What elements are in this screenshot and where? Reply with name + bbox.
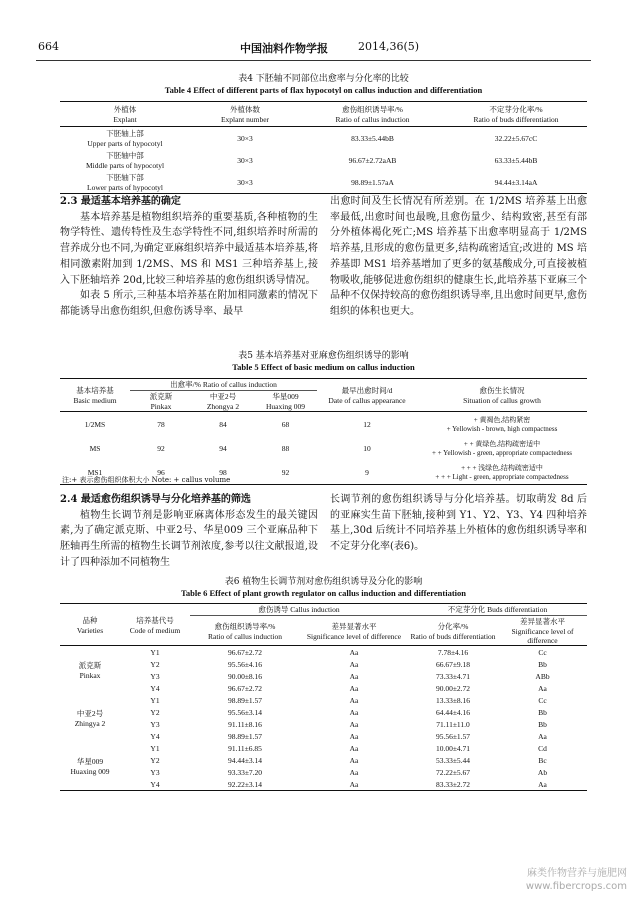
journal-title: 中国油料作物学报 [240,42,328,55]
buds-rate: 7.78±4.16 [437,647,469,657]
header-en: Explant number [220,115,270,124]
header-en: Zhongya 2 [206,402,240,411]
header-en: Basic medium [73,396,117,405]
header-cn: 派克斯 [149,392,173,401]
table-row [60,412,587,437]
callus-rate: 95.56±4.16 [227,659,263,669]
medium: 1/2MS [84,419,106,429]
header-cn: 出愈率/% [170,380,201,389]
table-row [60,670,587,682]
callus-group-header: 愈伤诱导 Callus induction [190,604,408,616]
medium: MS [89,443,101,453]
sig-buds: Bb [538,719,547,729]
code: Y4 [150,683,160,693]
sig-buds: Bb [538,659,547,669]
medium-header [60,379,130,412]
callus-rate: 90.00±8.16 [227,671,263,681]
value: 96 [157,467,165,477]
header-en: Ratio of callus induction [202,380,277,389]
sig-callus: Aa [349,647,359,657]
callus-rate-header [190,616,300,646]
table-row [60,730,587,742]
section-heading: 2.4 最适愈伤组织诱导与分化培养基的筛选 [60,494,251,505]
growth [417,460,587,485]
sig-callus: Aa [349,659,359,669]
table6-header-row [60,604,587,616]
header-cn: 愈伤组织诱导率/% [342,105,403,114]
sig-buds: Aa [538,779,547,789]
header-en: Significance level of difference [306,631,402,641]
page-number: 664 [38,40,59,53]
sig-buds: ABb [535,671,550,681]
sig-buds: Cd [538,743,547,753]
callus-rate: 93.33±7.20 [227,767,263,777]
value: 88 [281,443,290,453]
callus-rate: 98.89±1.57 [227,731,263,741]
variety-en: Huaxing 009 [70,767,110,776]
buds-rate: 64.44±4.16 [435,707,471,717]
value: 78 [157,419,165,429]
sig-buds: Cc [538,647,547,657]
sig-callus: Aa [349,707,359,717]
callus-ratio: 98.89±1.57aA [351,177,394,187]
explant-en: Lower parts of hypocotyl [86,183,164,192]
explant-cell [60,171,190,194]
buds-rate: 72.22±5.67 [435,767,471,777]
buds-ratio: 94.44±3.14aA [494,177,538,187]
header-cn: 分化率/% [437,621,469,631]
code: Y2 [150,755,160,765]
section24-left-column [60,492,318,571]
code: Y1 [150,695,160,705]
table-row [60,742,587,754]
code: Y2 [150,659,160,669]
variety-header [130,391,192,412]
table4-header-row [60,102,587,127]
variety-cell [60,646,120,695]
paragraph: 植物生长调节剂是影响亚麻离体形态发生的最关键因素,为了确定派克斯、中亚2号、华星009 三个亚麻品种下胚轴再生所需的植物生长调节剂浓度,参考以往文献报道,设计了四种添加不同植物生 [60,509,318,568]
callus-rate: 91.11±6.85 [228,743,262,753]
code: Y1 [150,743,160,753]
table-row [60,149,587,171]
value: 98 [219,467,227,477]
variety-cn: 华星009 [76,757,104,766]
header-en: Ratio of buds differentiation [473,115,559,124]
buds-rate: 73.33±4.71 [435,671,471,681]
table4-header-cell [60,102,190,127]
header-cn: 外植体数 [230,105,260,114]
value: 92 [281,467,290,477]
code: Y3 [150,671,160,681]
watermark-url: www.fibercrops.com [525,881,627,892]
explant-cn: 下胚轴中部 [106,151,144,160]
growth [417,436,587,460]
header-cn: 中亚2号 [209,392,237,401]
value: 94 [219,443,227,453]
callus-rate: 92.22±3.14 [227,779,263,789]
explant-cell [60,127,190,150]
journal-issue: 2014,36(5) [358,40,420,53]
watermark [526,867,627,893]
header-en: Huaxing 009 [266,402,305,411]
callus-rate: 94.44±3.14 [227,755,263,765]
sig-buds: Bb [538,707,547,717]
callus-rate: 96.67±2.72 [227,683,263,693]
variety-header [60,604,120,646]
code: Y4 [150,731,160,741]
buds-rate: 66.67±9.18 [435,659,471,669]
table4-header-cell [445,102,587,127]
table5-note: 注:+ 表示愈伤组织体积大小 Note: + callus volume [62,476,231,484]
value: 68 [281,419,290,429]
table4-caption-en: Table 4 Effect of different parts of flax hypocotyl on callus induction and differentiation [164,85,483,95]
callus-rate: 95.56±3.14 [227,707,263,717]
variety-cell [60,694,120,742]
table5-caption-cn: 表5 基本培养基对亚麻愈伤组织诱导的影响 [238,351,409,361]
sig-callus: Aa [349,671,359,681]
growth-cn: + + 黄绿色,结构疏密适中 [463,440,541,448]
sig-callus: Aa [349,683,359,693]
header-en: Varieties [76,625,104,635]
callus-ratio: 83.33±5.44bB [351,133,394,143]
header-en: Situation of callus growth [463,396,541,405]
table-row [60,646,587,659]
buds-rate: 90.00±2.72 [435,683,471,693]
explant-number: 30×3 [237,177,253,187]
table4-header-cell [300,102,445,127]
table-row [60,682,587,694]
value: 92 [157,443,165,453]
sig-callus: Aa [349,779,359,789]
table-row [60,658,587,670]
date: 12 [363,419,371,429]
variety-cn: 派克斯 [78,661,102,670]
table-row [60,754,587,766]
header-en: Explant [113,115,137,124]
table-row [60,171,587,194]
variety-cell [60,742,120,791]
sig-buds: Bc [538,755,547,765]
explant-cn: 下胚轴下部 [106,173,144,182]
buds-rate: 95.56±1.57 [435,731,471,741]
header-en: Ratio of buds differentiation [410,631,496,641]
value: 84 [219,419,227,429]
sig-callus: Aa [349,743,359,753]
buds-rate: 71.11±11.0 [436,719,470,729]
buds-rate: 13.33±8.16 [435,695,471,705]
code: Y3 [150,767,160,777]
header-cn: 愈伤生长情况 [479,386,525,395]
code-header [120,604,190,646]
explant-number: 30×3 [237,133,253,143]
table-row [60,127,587,150]
callus-rate: 96.67±2.72 [227,647,263,657]
header-cn: 愈伤组织诱导率/% [214,621,276,631]
paragraph: 出愈时间及生长情况有所差别。在 1/2MS 培养基上出愈率最低,出愈时间也最晚,且愈伤量少、结构致密,甚至有部分外植体褐化死亡;MS 培养基下出愈率明显高于 1/2MS 培养基,且形成的愈伤量更多,结构疏密适宜;改进的 MS 培养基即 MS1 培养基增加了更多的氨基酸成分,可直接被植物吸收,能够促进愈伤组织的健康生长,此培养基下亚麻三个品种不仅保持较高的愈伤组织诱导率,且出愈时间更早,愈伤组织的体积也更大。 [330,196,587,317]
header-en: Pinkax [150,402,172,411]
header-en: Code of medium [129,625,181,635]
table5 [60,378,587,485]
sig-header [300,616,408,646]
section-heading: 2.3 最适基本培养基的确定 [60,196,181,207]
explant-number: 30×3 [237,155,253,165]
explant-en: Middle parts of hypocotyl [85,161,165,170]
table-row [60,778,587,791]
header-cn: 品种 [82,615,98,625]
growth-cn: + 黄褐色,结构紧密 [473,416,531,424]
buds-ratio: 32.22±5.67cC [494,133,538,143]
code: Y1 [150,647,160,657]
buds-rate: 53.33±5.44 [435,755,471,765]
header-cn: 外植体 [113,105,137,114]
header-en: Ratio of callus induction [335,115,410,124]
variety-en: Zhingya 2 [74,719,106,728]
header-cn: 华星009 [272,392,299,401]
header-cn: 基本培养基 [76,386,114,395]
header-rule [36,60,591,61]
growth [417,412,587,437]
growth-en: + + Yellowish - green, appropriate compactedness [431,449,573,457]
buds-rate-header [408,616,498,646]
date-header [317,379,417,412]
sig-callus: Aa [349,731,359,741]
explant-cn: 下胚轴上部 [106,129,144,138]
growth-en: + Yellowish - brown, high compactness [446,425,558,433]
variety-cn: 中亚2号 [76,709,104,718]
sig-callus: Aa [349,719,359,729]
explant-en: Upper parts of hypocotyl [87,139,163,148]
paragraph: 长调节剂的愈伤组织诱导与分化培养基。切取萌发 8d 后的亚麻实生苗下胚轴,接种到 Y1、Y2、Y3、Y4 四种培养基上,30d 后统计不同培养基上外植体的愈伤组织诱导率和不定芽分化率(表6)。 [330,494,587,553]
table-row [60,718,587,730]
table6-caption-cn: 表6 植物生长调节剂对愈伤组织诱导及分化的影响 [224,577,423,587]
table5-header-row [60,379,587,391]
sig-callus: Aa [349,695,359,705]
section23-left-column [60,194,318,320]
sig-buds: Ab [537,767,548,777]
sig-header [498,616,587,646]
growth-en: + + + Light - green, appropriate compactedness [435,473,569,481]
table4-caption-cn: 表4 下胚轴不同部位出愈率与分化率的比较 [238,74,409,84]
code: Y3 [150,719,160,729]
variety-header [254,391,317,412]
table-row [60,766,587,778]
code: Y4 [150,779,160,789]
table-row [60,436,587,460]
table4-header-cell [190,102,300,127]
variety-header [192,391,254,412]
medium: MS1 [87,467,103,477]
header-en: Date of callus appearance [328,396,406,405]
table-row [60,706,587,718]
date: 10 [363,443,371,453]
sig-buds: Cc [538,695,547,705]
growth-cn: + + + 浅绿色,结构疏密适中 [461,464,543,472]
table4 [60,101,587,194]
table-row [60,694,587,706]
header-en: Ratio of callus induction [208,631,282,641]
date: 9 [365,467,369,477]
section23-right-column [330,194,587,320]
header-cn: 不定芽分化率/% [489,105,543,114]
header-cn: 最早出愈时间/d [341,386,393,395]
sig-buds: Aa [538,731,547,741]
buds-ratio: 63.33±5.44bB [494,155,538,165]
buds-rate: 10.00±4.71 [435,743,471,753]
callus-header [130,379,317,391]
paragraph: 如表 5 所示,三种基本培养基在附加相同激素的情况下都能诱导出愈伤组织,但愈伤诱导率、最早 [60,290,318,317]
sig-callus: Aa [349,767,359,777]
table6 [60,603,587,791]
variety-en: Pinkax [79,671,101,680]
table5-caption-en: Table 5 Effect of basic medium on callus induction [232,362,415,372]
paragraph: 基本培养基是植物组织培养的重要基质,各种植物的生物学特性、遗传特性及生态学特性不同,组织培养时所需的营养成分也不同,为确定亚麻组织培养中最适基本培养基,将相同激素附加到 1/2MS、MS 和 MS1 三种培养基上,接入下胚轴培养 20d,比较三种培养基的愈伤组织诱导情况。 [60,211,318,286]
section24-right-column [330,492,587,555]
growth-header [417,379,587,412]
callus-ratio: 96.67±2.72aAB [348,155,397,165]
buds-group-header: 不定芽分化 Buds differentiation [408,604,587,616]
header-cn: 差异显著水平 [331,621,377,631]
explant-cell [60,149,190,171]
header-en: Significance level of difference [511,627,574,645]
sig-buds: Aa [538,683,547,693]
header-cn: 培养基代号 [136,615,174,625]
header-cn: 差异显著水平 [520,617,565,626]
code: Y2 [150,707,160,717]
callus-rate: 91.11±8.16 [228,719,262,729]
callus-rate: 98.89±1.57 [227,695,263,705]
buds-rate: 83.33±2.72 [435,779,471,789]
watermark-cn: 麻类作物营养与施肥网 [527,868,627,879]
table6-caption-en: Table 6 Effect of plant growth regulator on callus induction and differentiation [180,588,466,598]
sig-callus: Aa [349,755,359,765]
